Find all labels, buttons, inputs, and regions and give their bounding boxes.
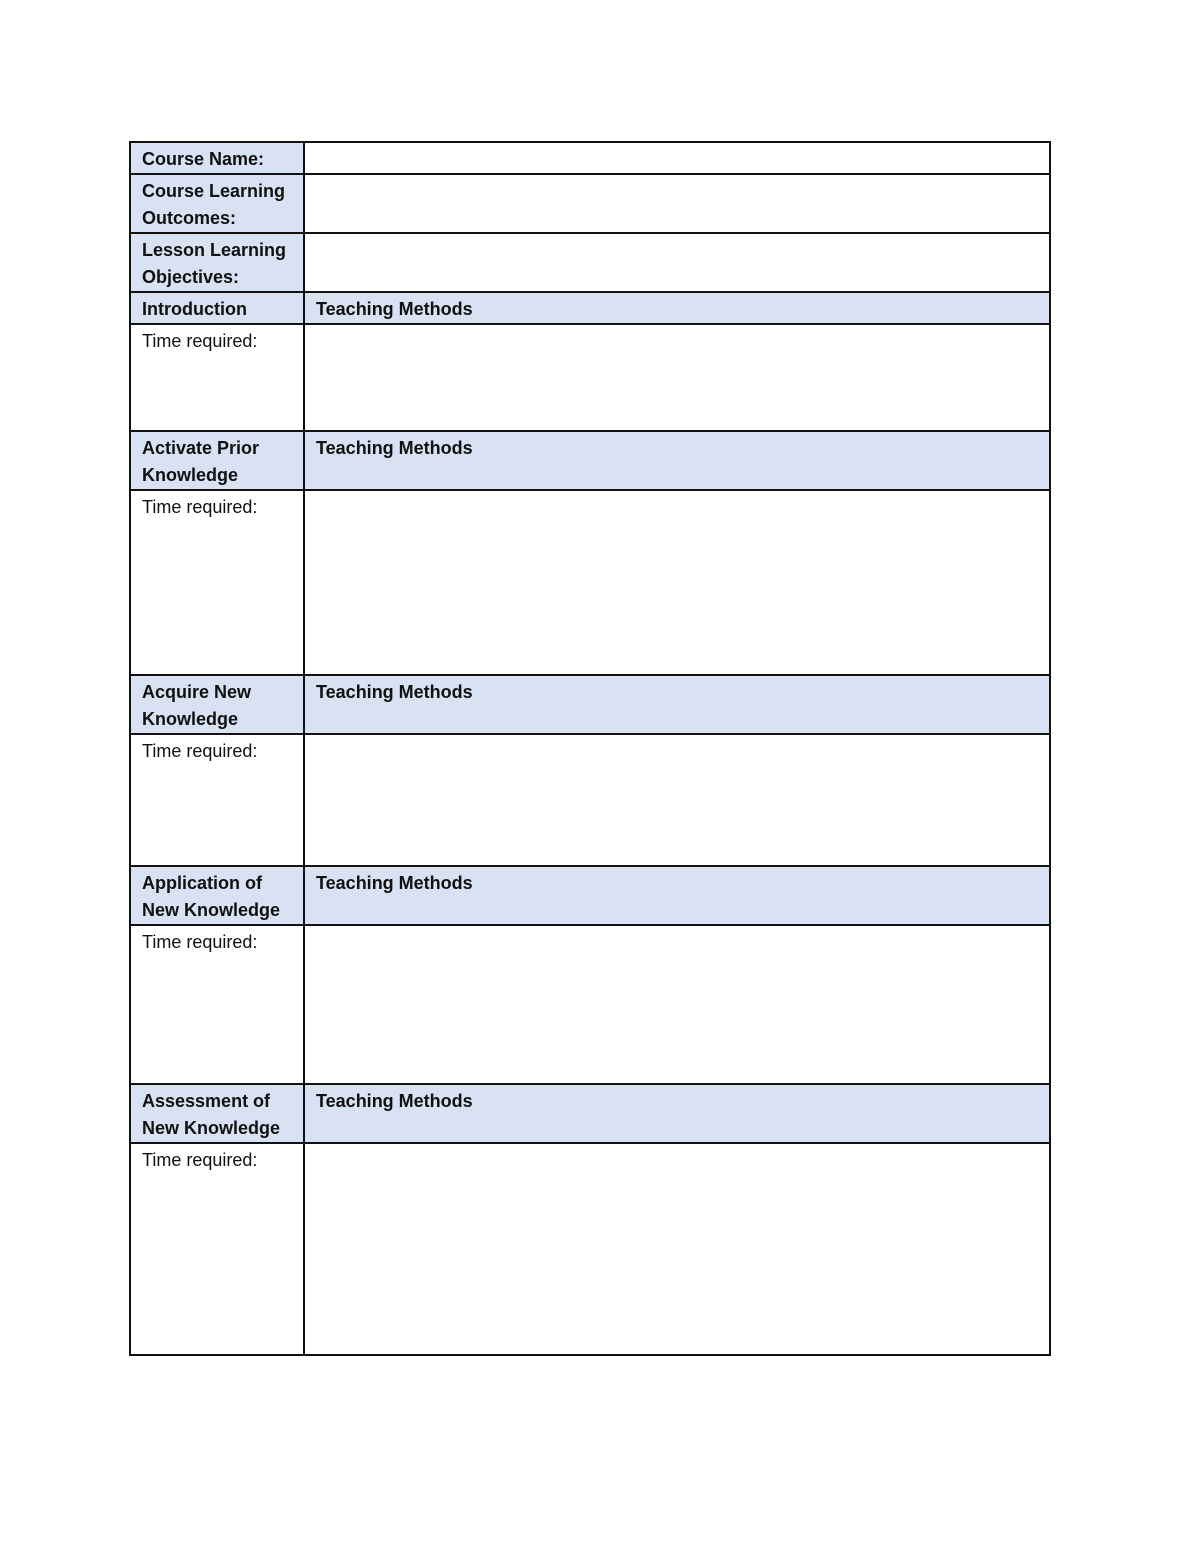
section-title: Activate Prior Knowledge xyxy=(130,431,304,490)
teaching-methods-label: Teaching Methods xyxy=(304,866,1050,925)
teaching-methods-label: Teaching Methods xyxy=(304,292,1050,324)
teaching-methods-label: Teaching Methods xyxy=(304,675,1050,734)
course-outcomes-field[interactable] xyxy=(304,174,1050,233)
time-required-label: Time required: xyxy=(130,1143,304,1355)
section-body-row xyxy=(130,1143,1050,1355)
time-required-label: Time required: xyxy=(130,925,304,1084)
section-header-row xyxy=(130,1084,1050,1143)
teaching-methods-field[interactable] xyxy=(304,324,1050,431)
lesson-objectives-label: Lesson Learning Objectives: xyxy=(130,233,304,292)
section-title: Assessment of New Knowledge xyxy=(130,1084,304,1143)
time-required-label: Time required: xyxy=(130,490,304,675)
section-title: Application of New Knowledge xyxy=(130,866,304,925)
course-outcomes-row xyxy=(130,174,1050,233)
section-title: Introduction xyxy=(130,292,304,324)
lesson-objectives-field[interactable] xyxy=(304,233,1050,292)
lesson-objectives-row xyxy=(130,233,1050,292)
lesson-plan-table xyxy=(129,141,1051,1356)
section-header-row xyxy=(130,675,1050,734)
section-header-row xyxy=(130,292,1050,324)
time-required-label: Time required: xyxy=(130,734,304,866)
course-name-label: Course Name: xyxy=(130,142,304,174)
time-required-label: Time required: xyxy=(130,324,304,431)
section-body-row xyxy=(130,734,1050,866)
section-title: Acquire New Knowledge xyxy=(130,675,304,734)
teaching-methods-label: Teaching Methods xyxy=(304,1084,1050,1143)
course-outcomes-label: Course Learning Outcomes: xyxy=(130,174,304,233)
teaching-methods-field[interactable] xyxy=(304,734,1050,866)
teaching-methods-field[interactable] xyxy=(304,1143,1050,1355)
course-name-field[interactable] xyxy=(304,142,1050,174)
teaching-methods-field[interactable] xyxy=(304,925,1050,1084)
course-name-row xyxy=(130,142,1050,174)
section-body-row xyxy=(130,324,1050,431)
teaching-methods-label: Teaching Methods xyxy=(304,431,1050,490)
section-body-row xyxy=(130,925,1050,1084)
section-header-row xyxy=(130,431,1050,490)
section-header-row xyxy=(130,866,1050,925)
section-body-row xyxy=(130,490,1050,675)
teaching-methods-field[interactable] xyxy=(304,490,1050,675)
